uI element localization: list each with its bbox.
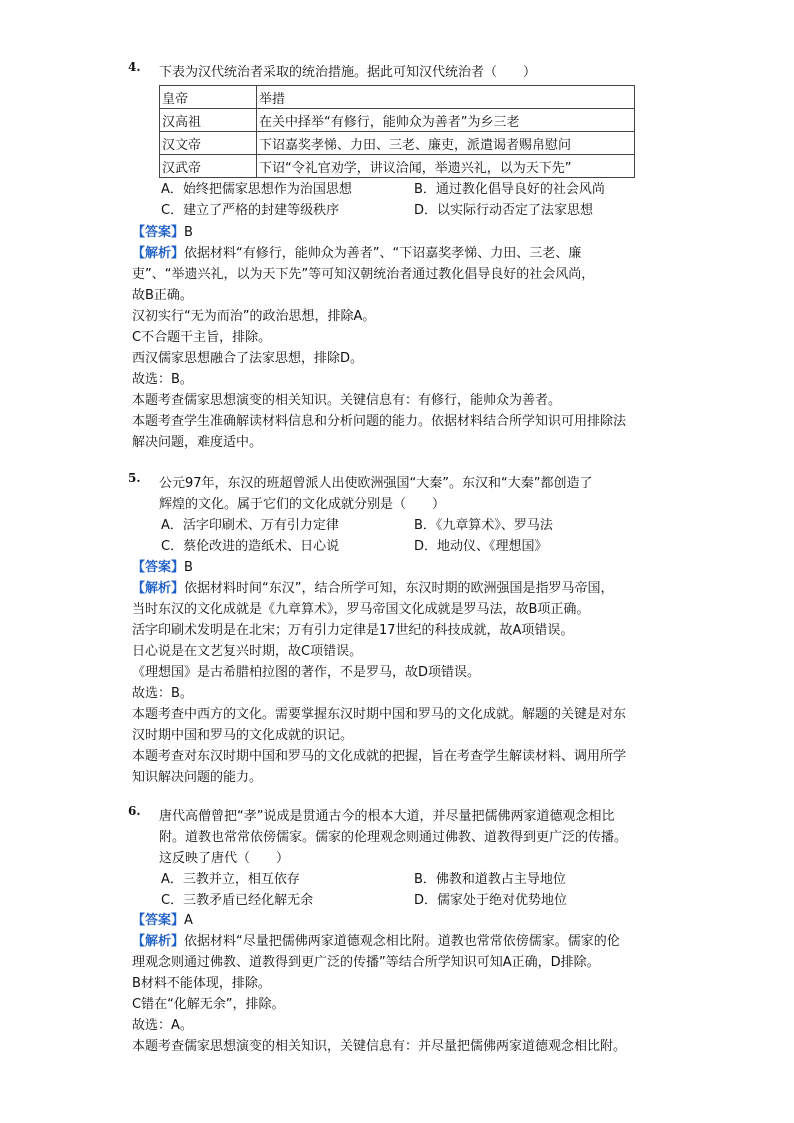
answer-tag: 【答案】 — [132, 225, 185, 240]
option-a: A．活字印刷术、万有引力定律 — [161, 518, 339, 533]
table-cell: 汉高祖 — [160, 109, 257, 132]
analysis-line: 西汉儒家思想融合了法家思想，排除D。 — [132, 351, 364, 366]
table-cell: 下诏“令礼官劝学，讲议洽闻，举遗兴礼，以为天下先” — [257, 155, 635, 178]
options — [161, 515, 667, 557]
answer-line — [132, 557, 667, 578]
question-6 — [128, 804, 667, 911]
analysis-line: 汉初实行“无为而治”的政治思想，排除A。 — [132, 309, 376, 324]
analysis-line: 吏”、“举遗兴礼，以为天下先”等可知汉朝统治者通过教化倡导良好的社会风尚， — [132, 267, 595, 282]
question-stem-line: 公元97年，东汉的班超曾派人出使欧洲强国“大秦”。东汉和“大秦”都创造了 — [159, 476, 593, 491]
table-row — [160, 132, 635, 155]
option-d: D．地动仪、《理想国》 — [414, 539, 548, 554]
analysis-line: 知识解决问题的能力。 — [132, 770, 263, 785]
analysis-line: 故选：A。 — [132, 1018, 193, 1033]
table-cell: 汉武帝 — [160, 155, 257, 178]
analysis-line: 本题考查对东汉时期中国和罗马的文化成就的把握，旨在考查学生解读材料、调用所学 — [132, 749, 627, 764]
option-c: C．三教矛盾已经化解无余 — [161, 893, 314, 908]
answer-line — [132, 910, 667, 931]
analysis-line: C不合题干主旨，排除。 — [132, 330, 272, 345]
answer-block-6 — [132, 910, 667, 1057]
answer-block-5 — [132, 557, 667, 788]
analysis-line: 本题考查学生准确解读材料信息和分析问题的能力。依据材料结合所学知识可用排除法 — [132, 414, 627, 429]
option-a: A．始终把儒家思想作为治国思想 — [161, 182, 352, 197]
analysis-line: 故选：B。 — [132, 686, 193, 701]
analysis-line: 理观念则通过佛教、道教得到更广泛的传播”等结合所学知识可知A正确，D排除。 — [132, 955, 600, 970]
analysis-text: 依据材料时间“东汉”，结合所学可知，东汉时期的欧洲强国是指罗马帝国， — [184, 581, 614, 596]
table-cell: 举措 — [257, 86, 635, 109]
analysis-line: 故选：B。 — [132, 372, 193, 387]
analysis-line: 本题考查中西方的文化。需要掌握东汉时期中国和罗马的文化成就。解题的关键是对东 — [132, 707, 627, 722]
question-number: 5. — [128, 471, 141, 485]
option-d: D．儒家处于绝对优势地位 — [414, 893, 568, 908]
analysis-line: 故B正确。 — [132, 288, 193, 303]
analysis-line: 活字印刷术发明是在北宋；万有引力定律是17世纪的科技成就，故A项错误。 — [132, 623, 574, 638]
option-b: B．佛教和道教占主导地位 — [414, 872, 566, 887]
answer-tag: 【答案】 — [132, 913, 185, 928]
analysis-line: C错在“化解无余”，排除。 — [132, 997, 285, 1012]
analysis-tag: 【解析】 — [132, 934, 185, 949]
analysis-line: B材料不能体现，排除。 — [132, 976, 271, 991]
question-4 — [128, 60, 667, 221]
table-cell: 在关中择举“有修行，能帅众为善者”为乡三老 — [257, 109, 635, 132]
question-stem-line: 辉煌的文化。属于它们的文化成就分别是（ ） — [159, 497, 446, 512]
answer-line — [132, 222, 667, 243]
question-number: 4. — [128, 60, 141, 74]
question-stem-line: 附。道教也常常依傍儒家。儒家的伦理观念则通过佛教、道教得到更广泛的传播。 — [159, 830, 628, 845]
answer-value: A — [184, 913, 193, 928]
table-row — [160, 109, 635, 132]
analysis-text: 依据材料“有修行，能帅众为善者”、“下诏嘉奖孝悌、力田、三老、廉 — [184, 246, 582, 261]
analysis-tag: 【解析】 — [132, 246, 185, 261]
table-cell: 下诏嘉奖孝悌、力田、三老、廉吏，派遣谒者赐帛慰问 — [257, 132, 635, 155]
analysis-line: 解决问题，难度适中。 — [132, 435, 263, 450]
question-stem: 下表为汉代统治者采取的统治措施。据此可知汉代统治者（ ） — [159, 65, 537, 80]
question-stem-line: 这反映了唐代（ ） — [159, 851, 290, 866]
table-row — [160, 155, 635, 178]
analysis-line — [132, 243, 667, 264]
answer-value: B — [184, 560, 193, 575]
options — [161, 869, 667, 911]
options — [161, 179, 667, 221]
option-b: B．通过教化倡导良好的社会风尚 — [414, 182, 605, 197]
option-a: A．三教并立，相互依存 — [161, 872, 300, 887]
analysis-line — [132, 578, 667, 599]
analysis-line: 本题考查儒家思想演变的相关知识。关键信息有：有修行，能帅众为善者。 — [132, 393, 562, 408]
question-stem-line: 唐代高僧曾把“孝”说成是贯通古今的根本大道，并尽量把儒佛两家道德观念相比 — [159, 809, 615, 824]
option-d: D．以实际行动否定了法家思想 — [414, 203, 594, 218]
table-cell: 汉文帝 — [160, 132, 257, 155]
answer-tag: 【答案】 — [132, 560, 185, 575]
analysis-line: 当时东汉的文化成就是《九章算术》，罗马帝国文化成就是罗马法，故B项正确。 — [132, 602, 590, 617]
answer-value: B — [184, 225, 193, 240]
table-cell: 皇帝 — [160, 86, 257, 109]
question-number: 6. — [128, 804, 141, 818]
analysis-tag: 【解析】 — [132, 581, 185, 596]
option-c: C．蔡伦改进的造纸术、日心说 — [161, 539, 340, 554]
analysis-line — [132, 931, 667, 952]
analysis-line: 本题考查儒家思想演变的相关知识，关键信息有：并尽量把儒佛两家道德观念相比附。 — [132, 1039, 627, 1054]
option-c: C．建立了严格的封建等级秩序 — [161, 203, 340, 218]
analysis-line: 汉时期中国和罗马的文化成就的识记。 — [132, 728, 354, 743]
answer-block-4 — [132, 222, 667, 453]
table-header-row — [160, 86, 635, 109]
analysis-text: 依据材料“尽量把儒佛两家道德观念相比附。道教也常常依傍儒家。儒家的伦 — [184, 934, 620, 949]
analysis-line: 《理想国》是古希腊柏拉图的著作，不是罗马，故D项错误。 — [132, 665, 481, 680]
measures-table — [159, 85, 635, 178]
analysis-line: 日心说是在文艺复兴时期，故C项错误。 — [132, 644, 363, 659]
option-b: B．《九章算术》、罗马法 — [414, 518, 553, 533]
question-5 — [128, 471, 667, 557]
